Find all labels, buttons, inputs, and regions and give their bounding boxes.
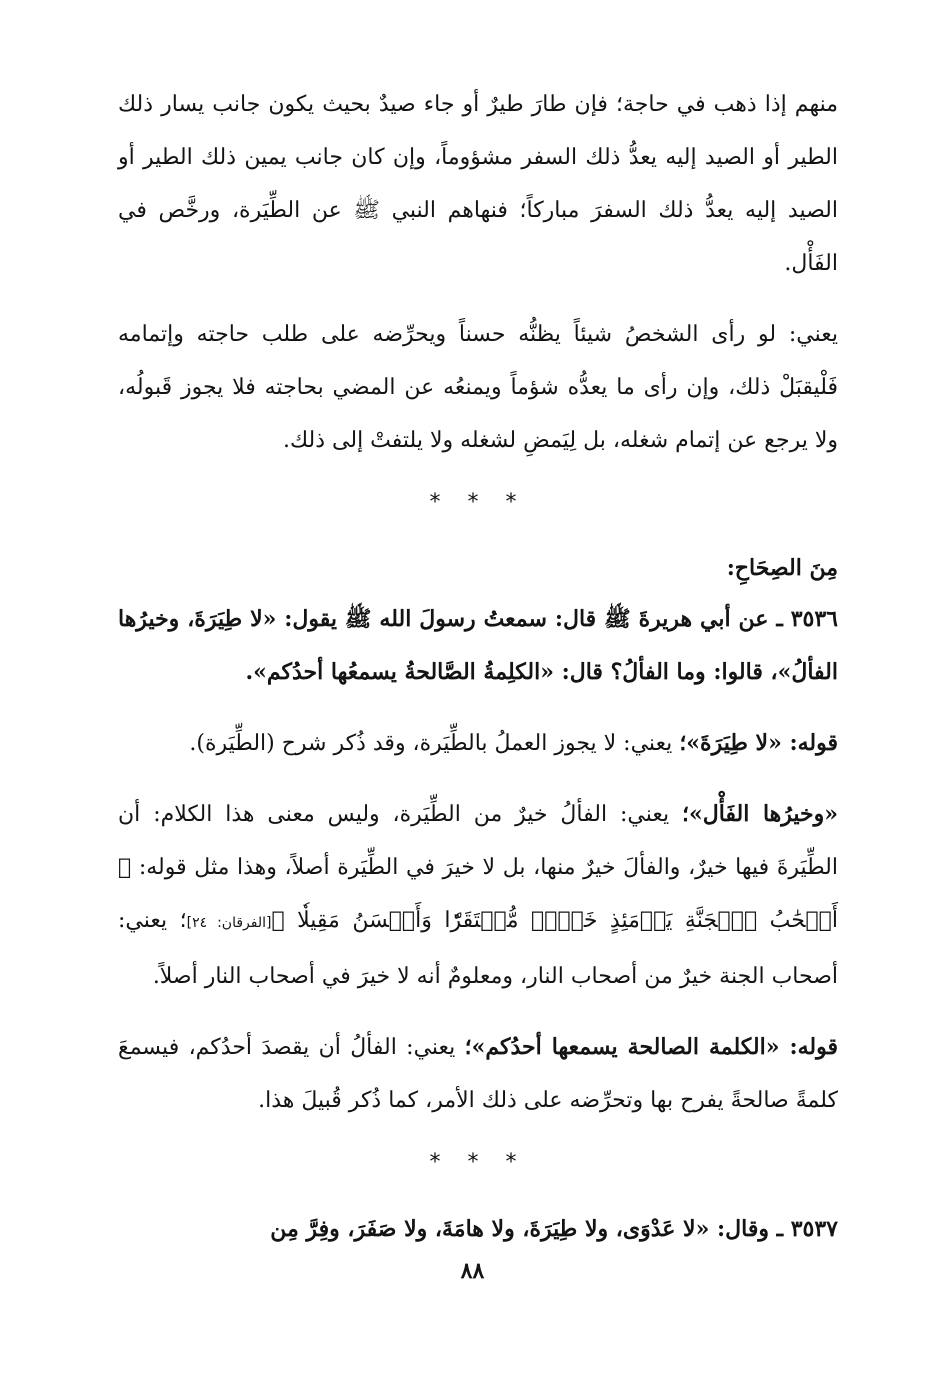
commentary-2 [118,788,838,1003]
text-line: فَلْيقبَلْ ذلك، وإن رأى ما يعدُّه شؤماً ويمنعُه عن المضي بحاجته فلا يجوز قَبولُه، [118,375,838,400]
text-line: يعني: الفألُ خيرٌ من الطِّيَرة، وليس معنى هذا الكلام: [153,802,682,827]
text-line: ؛ يعني: [118,908,187,933]
text-line: وخيرُها الفألُ»، قالوا: وما الفألُ؟ قال: «الكلِمةُ الصَّالحةُ يسمعُها أحدُكم». [118,606,838,685]
paragraph-gap [118,770,838,788]
verse-reference: [الفرقان: ٢٤] [186,915,272,931]
text-line: الطير أو الصيد إليه يعدُّ ذلك السفرَ مباركاً؛ فنهاهم النبي ﷺ عن الطِّيَرة، [118,145,838,223]
paragraph-gap [118,699,838,717]
paragraph-explanation [118,308,838,467]
quoted-phrase: قوله: «الكلمة الصالحة يسمعها أحدُكم»؛ [464,1034,838,1060]
text-line: ٣٥٣٧ ـ وقال: «لا عَدْوَى، ولا طِيَرَةَ، ولا هامَةَ، ولا صَفَرَ، وفِرَّ مِن [270,1216,838,1242]
hadith-3537 [118,1203,838,1256]
paragraph-gap [118,290,838,308]
text-line: أصحاب الجنة خيرٌ من أصحاب النار، ومعلومٌ أنه لا خيرَ في أصحاب النار [204,964,838,989]
page-number: ٨٨ [460,1258,485,1284]
text-line: يعني: لو رأى الشخصُ شيئاً يظنُّه حسناً ويحرِّضه على طلب حاجته وإتمامه [118,322,838,347]
text-line: ذلك الطير أو الصيد إليه يعدُّ ذلك السفر مشؤوماً، وإن كان جانب يمين ذلك [118,92,838,170]
commentary-1 [118,717,838,770]
quran-verse: ﴿ أَصۡحَٰبُ ٱلۡجَنَّةِ يَوۡمَئِذٍ خَيۡرٞ مُّسۡتَقَرّٗا وَأَحۡسَنُ مَقِيلٗا ﴾ [118,855,838,933]
section-separator: * * * [429,490,527,515]
commentary-3 [118,1021,838,1127]
text-line: أصلاً. [152,964,198,989]
text-line: منهم إذا ذهب في حاجة؛ فإن طارَ طيرٌ أو جاء صيدٌ بحيث يكون جانب يسار [161,92,839,117]
text-line: فيسمعَ كلمةً صالحةً يفرح بها وتحرِّضه على ذلك الأمر، كما ذُكر قُبيلَ هذا. [118,1035,838,1113]
quoted-phrase: قوله: «لا طِيَرَةَ»؛ [679,730,838,756]
quoted-phrase: «وخيرُها الفَأْل»؛ [682,801,838,827]
section-heading: مِنَ الصِحَاحِ: [726,555,838,581]
text-line: ٣٥٣٦ ـ عن أبي هريرةَ ﷺ قال: سمعتُ رسولَ الله ﷺ يقول: «لا طِيَرَةَ، [187,606,838,632]
hadith-3536 [118,593,838,699]
paragraph-intro [118,78,838,290]
text-line: يعني: لا يجوز العملُ بالطِّيَرة، وقد ذُكر شرح (الطِّيَرة). [189,731,680,756]
text-line: يعني: الفألُ أن يقصدَ أحدُكم، [188,1035,465,1060]
text-line: ورخَّص في الفَأْل. [118,198,838,276]
section-separator: * * * [429,1150,527,1175]
paragraph-gap [118,1003,838,1021]
text-line: أن الطِّيَرةَ فيها خيرٌ، والفألَ خيرٌ منها، بل لا خيرَ في الطِّيَرة أصلاً، وهذا مثل [118,802,838,880]
text-line: قوله: [131,855,187,880]
text-line: ولا يرجع عن إتمام شغله، بل لِيَمضِ لشغله ولا يلتفتْ إلى ذلك. [283,428,838,453]
page-body [118,78,838,1256]
